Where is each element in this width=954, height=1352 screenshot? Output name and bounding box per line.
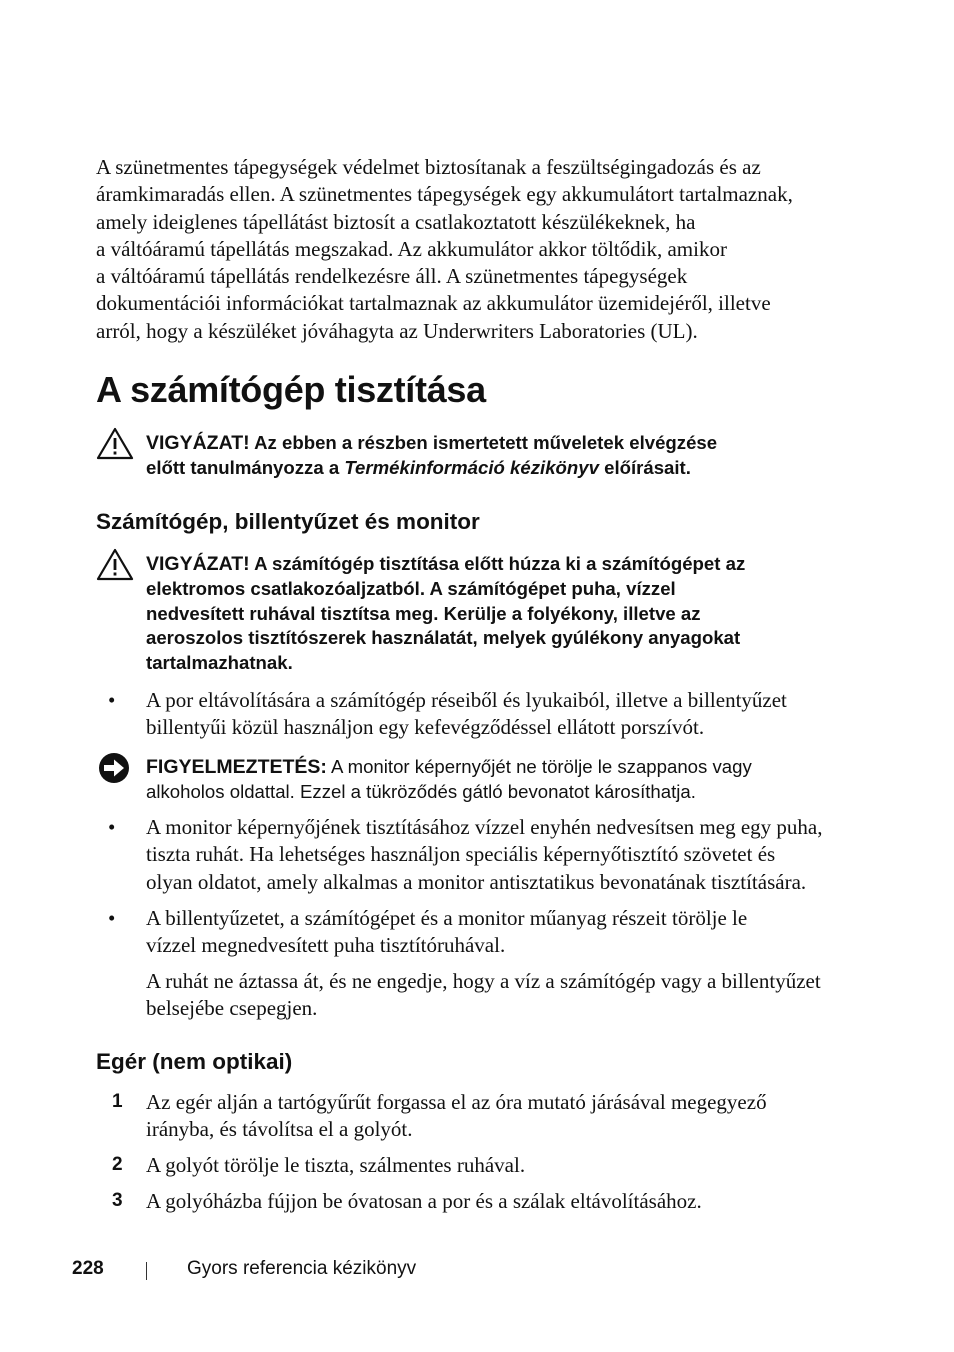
step-text: A golyót törölje le tiszta, szálmentes ruhával. xyxy=(146,1153,526,1177)
section-title-computer: Számítógép, billentyűzet és monitor xyxy=(96,509,480,534)
step-text: A golyóházba fújjon be óvatosan a por és a szálak eltávolításához. xyxy=(146,1189,702,1213)
intro-line: áramkimaradás ellen. A szünetmentes tápegységek egy akkumulátort tartalmaznak, xyxy=(96,182,793,207)
notice-text: FIGYELMEZTETÉS: A monitor képernyőjét ne törölje le szappanos vagy alkoholos oldattal. Ezzel a tükröződés gátló bevonatot károsíthatja. xyxy=(146,756,752,802)
caution-label: VIGYÁZAT! xyxy=(146,432,250,454)
bullet-mark: • xyxy=(108,906,116,930)
page-number: 228 xyxy=(72,1258,104,1279)
notice-arrow-icon xyxy=(96,752,132,789)
step-number: 2 xyxy=(112,1154,123,1175)
page-heading: A számítógép tisztítása xyxy=(96,369,486,410)
footer-title: Gyors referencia kézikönyv xyxy=(187,1258,417,1279)
bullet-mark: • xyxy=(108,815,116,839)
intro-line: amely ideiglenes tápellátást biztosít a csatlakoztatott készülékeknek, ha xyxy=(96,209,696,234)
manual-title: Termékinformáció kézikönyv xyxy=(344,456,599,478)
followup-paragraph: A ruhát ne áztassa át, és ne engedje, hogy a víz a számítógép vagy a billentyűzet belsejébe csepegjen. xyxy=(146,969,821,1021)
caution-text: VIGYÁZAT! Az ebben a részben ismertetett műveletek elvégzése előtt tanulmányozza a Termékinformáció kézikönyv előírásait. xyxy=(146,432,718,478)
section-title-mouse: Egér (nem optikai) xyxy=(96,1049,293,1074)
notice-label: FIGYELMEZTETÉS: xyxy=(146,756,327,778)
caution-text: VIGYÁZAT! A számítógép tisztítása előtt húzza ki a számítógépet az elektromos csatlakozóaljzatból. A számítógépet puha, vízzel nedvesített ruhával tisztítsa meg. Kerülje a folyékony, illetve az aeroszolos tisztítószerek használatát, melyek gyúlékony anyagokat tartalmazhatnak. xyxy=(146,553,746,674)
step-text: Az egér alján a tartógyűrűt forgassa el az óra mutató járásával megegyező irányba, és távolítsa el a golyót. xyxy=(146,1090,767,1142)
bullet-mark: • xyxy=(108,688,116,712)
warning-triangle-icon xyxy=(96,427,134,465)
warning-triangle-icon xyxy=(96,548,134,586)
step-number: 1 xyxy=(112,1091,123,1112)
footer-divider xyxy=(146,1262,147,1280)
step-number: 3 xyxy=(112,1190,123,1211)
intro-line: arról, hogy a készüléket jóváhagyta az Underwriters Laboratories (UL). xyxy=(96,318,698,343)
intro-paragraph xyxy=(96,154,826,345)
caution-label: VIGYÁZAT! xyxy=(146,553,250,575)
intro-line: A szünetmentes tápegységek védelmet biztosítanak a feszültségingadozás és az xyxy=(96,155,761,179)
intro-line: a váltóáramú tápellátás rendelkezésre áll. A szünetmentes tápegységek xyxy=(96,264,688,289)
intro-line: dokumentációi információkat tartalmaznak az akkumulátor üzemidejéről, illetve xyxy=(96,291,771,316)
intro-line: a váltóáramú tápellátás megszakad. Az akkumulátor akkor töltődik, amikor xyxy=(96,236,727,261)
document-page: A szünetmentes tápegységek védelmet biztosítanak a feszültségingadozás és az áramkimaradás ellen. A szünetmentes tápegységek egy akkumulátort tartalmaznak, amely ideiglenes tápellátást biztosít a csatlakoztatott készülékeknek, ha a váltóáramú tápellátás megszakad. Az akkumulátor akkor töltődik, amikor a váltóáramú tápellátás rendelkezésre áll. A szünetmentes tápegységek dokumentációi információkat tartalmaznak az akkumulátor üzemidejéről, illetve arról, hogy a készüléket jóváhagyta az Underwriters Laboratories (UL). A számítógép tisztítása VIGYÁZAT! Az ebben a részben ismertetett műveletek elvégzése előtt tanulmányozza a Termékinformáció kézikönyv előírásait. Számítógép, billentyűzet és monitor VIGYÁZAT! A számítógép tisztítása előtt húzza ki a számítógépet az elektromos csatlakozóaljzatból. A számítógépet puha, vízzel nedvesített ruhával tisztítsa meg. Kerülje a folyékony, illetve az aeroszolos tisztítószerek használatát, melyek gyúlékony anyagokat tartalmazhatnak. • A por eltávolítására a számítógép réseiből és lyukaiból, illetve a billentyűzet billentyűi közül használjon egy kefevégződéssel ellátott porszívót. FIGYELMEZTETÉS: A monitor képernyőjét ne törölje le szappanos vagy alkoholos oldattal. Ezzel a tükröződés gátló bevonatot károsíthatja. • A monitor képernyőjének tisztításához vízzel enyhén nedvesítsen meg egy puha, tiszta ruhát. Ha lehetséges használjon speciális képernyőtisztító szövetet és olyan oldatot, amely alkalmas a monitor antisztatikus bevonatának tisztítására. • A billentyűzetet, a számítógépet és a monitor műanyag részeit törölje le vízzel megnedvesített puha tisztítóruhával. A ruhát ne áztassa át, és ne engedje, hogy a víz a számítógép vagy a billentyűzet belsejébe csepegjen. Egér (nem optikai) 1 Az egér alján a tartógyűrűt forgassa el az óra mutató járásával megegyező irányba, és távolítsa el a golyót. 2 A golyót törölje le tiszta, szálmentes ruhával. 3 A golyóházba fújjon be óvatosan a por és a szálak eltávolításához. 228 Gyors referencia kézikönyv xyxy=(0,0,954,1352)
